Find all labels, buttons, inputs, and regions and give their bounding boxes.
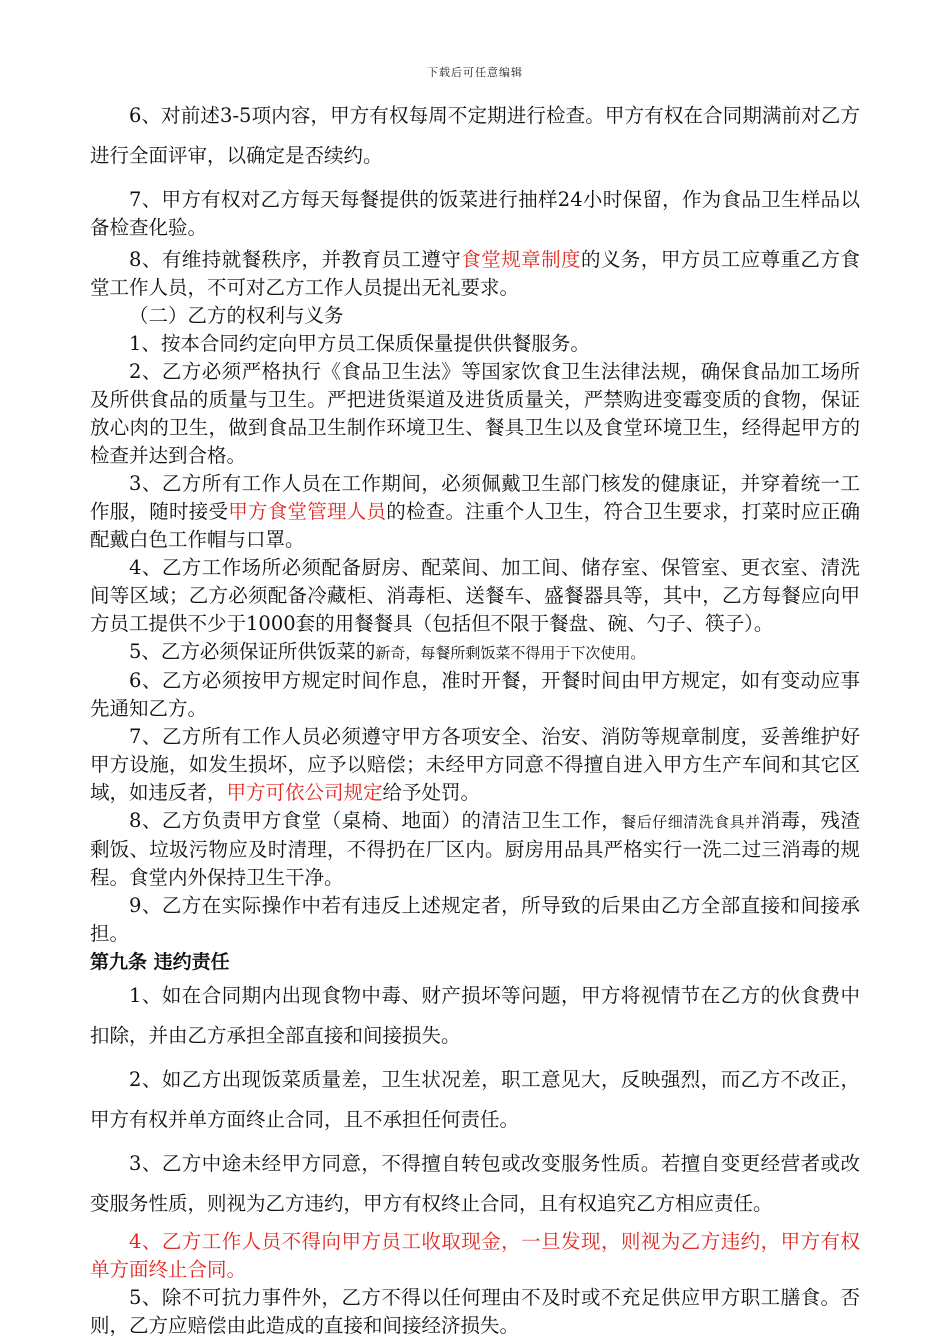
clause-c2: 2、如乙方出现饭菜质量差，卫生状况差，职工意见大，反映强烈，而乙方不改正，甲方有权并单方面终止合同，且不承担任何责任。	[90, 1068, 860, 1131]
clause-c5: 5、除不可抗力事件外，乙方不得以任何理由不及时或不充足供应甲方职工膳食。否则，乙方应赔偿由此造成的直接和间接经济损失。	[90, 1286, 860, 1337]
clause-b9: 9、乙方在实际操作中若有违反上述规定者，所导致的后果由乙方全部直接和间接承担。	[90, 894, 860, 945]
clause-b7-text: 7、乙方所有工作人员必须遵守甲方各项安全、治安、消防等规章制度，妥善维护好甲方设施，如发生损坏，应予以赔偿；未经甲方同意不得擅自进入甲方生产车间和其它区域，如违反者，	[90, 725, 860, 804]
clause-a8-text: 8、有维持就餐秩序，并教育员工遵守	[129, 248, 462, 271]
clause-a8-highlight: 食堂规章制度	[461, 248, 581, 271]
clause-b3-text: 3、乙方所有工作人员在工作期间，必须佩戴卫生部门核发的健康证，并穿着统一工作服，随时接受	[90, 472, 860, 523]
clause-a7: 7、甲方有权对乙方每天每餐提供的饭菜进行抽样24小时保留，作为食品卫生样品以备检查化验。	[90, 188, 860, 239]
clause-a6: 6、对前述3-5项内容，甲方有权每周不定期进行检查。甲方有权在合同期满前对乙方进行全面评审，以确定是否续约。	[90, 104, 860, 167]
clause-b7	[90, 723, 860, 807]
clause-b1: 1、按本合同约定向甲方员工保质保量提供供餐服务。	[129, 332, 590, 355]
document-body	[90, 96, 860, 1340]
page-header: 下载后可任意编辑	[427, 66, 523, 79]
section-heading-b: （二）乙方的权利与义务	[129, 304, 344, 327]
clause-b4: 4、乙方工作场所必须配备厨房、配菜间、加工间、储存室、保管室、更衣室、清洗间等区域；乙方必须配备冷藏柜、消毒柜、送餐车、盛餐器具等，其中，乙方每餐应向甲方员工提供不少于1000套的用餐餐具（包括但不限于餐盘、碗、勺子、筷子）。	[90, 556, 860, 635]
article-heading: 第九条 违约责任	[90, 951, 230, 973]
clause-b8-small-text: 餐后仔细清洗食具并	[621, 813, 761, 831]
clause-a8-text-2: 的义务，甲方员工应尊重乙方食堂工作人员，不可对乙方工作人员提出无礼要求。	[90, 248, 860, 299]
clause-b3-text-2: 的检查。注重个人卫生，符合卫生要求，打菜时应正确配戴白色工作帽与口罩。	[90, 500, 860, 551]
clause-c4: 4、乙方工作人员不得向甲方员工收取现金，一旦发现，则视为乙方违约，甲方有权单方面终止合同。	[90, 1230, 860, 1281]
clause-b5-small-text: 新奇，每餐所剩饭菜不得用于下次使用。	[375, 644, 646, 662]
clause-b3	[90, 470, 860, 554]
clause-b2: 2、乙方必须严格执行《食品卫生法》等国家饮食卫生法律法规，确保食品加工场所及所供食品的质量与卫生。严把进货渠道及进货质量关，严禁购进变霉变质的食物，保证放心肉的卫生，做到食品卫生制作环境卫生、餐具卫生以及食堂环境卫生，经得起甲方的检查并达到合格。	[90, 360, 860, 467]
clause-a8	[90, 246, 860, 302]
clause-c3: 3、乙方中途未经甲方同意，不得擅自转包或改变服务性质。若擅自变更经营者或改变服务性质，则视为乙方违约，甲方有权终止合同，且有权追究乙方相应责任。	[90, 1152, 860, 1215]
clause-b5-text: 5、乙方必须保证所供饭菜的	[129, 640, 376, 663]
clause-b6: 6、乙方必须按甲方规定时间作息，准时开餐，开餐时间由甲方规定，如有变动应事先通知乙方。	[90, 669, 860, 720]
clause-c1: 1、如在合同期内出现食物中毒、财产损坏等问题，甲方将视情节在乙方的伙食费中扣除，并由乙方承担全部直接和间接损失。	[90, 984, 860, 1047]
clause-b7-text-2: 给予处罚。	[382, 781, 481, 804]
clause-b3-highlight: 甲方食堂管理人员	[228, 500, 387, 523]
clause-b8-text-2: 消毒，残渣剩饭、垃圾污物应及时清理，不得扔在厂区内。厨房用品具严格实行一洗二过三消毒的规程。食堂内外保持卫生干净。	[90, 809, 860, 889]
clause-b5	[90, 638, 860, 667]
clause-b8-text: 8、乙方负责甲方食堂（桌椅、地面）的清洁卫生工作，	[129, 809, 622, 832]
clause-b8	[90, 807, 860, 892]
clause-b7-highlight: 甲方可依公司规定	[226, 781, 383, 804]
